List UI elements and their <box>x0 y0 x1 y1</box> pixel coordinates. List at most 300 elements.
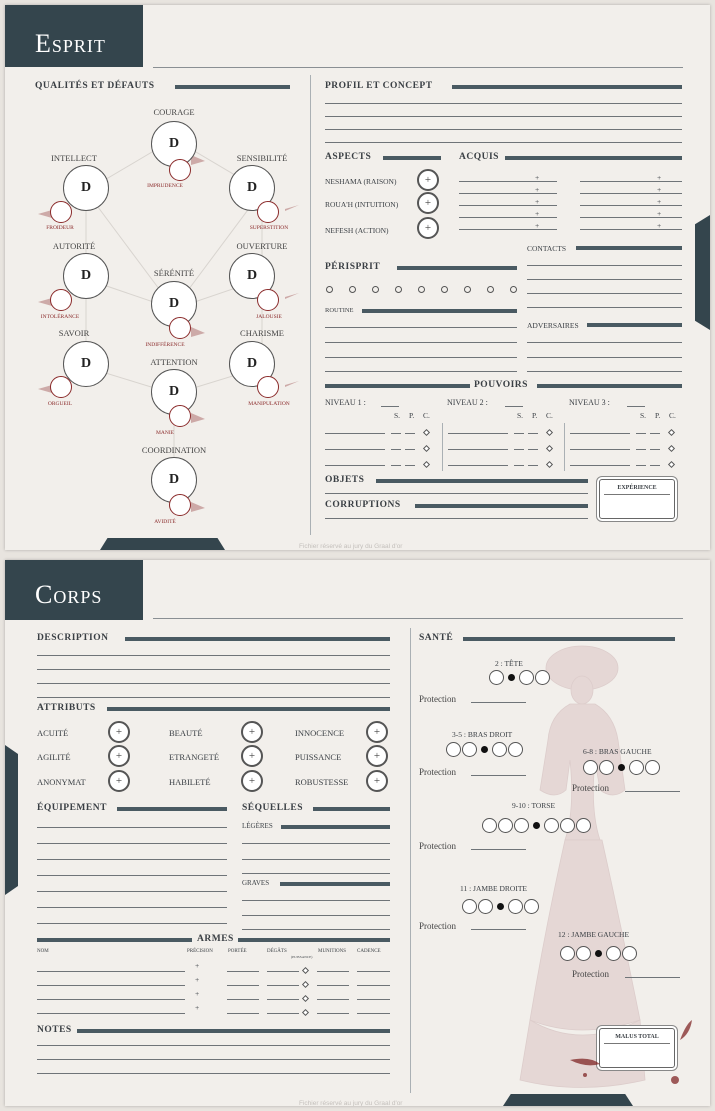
attribut-label: PUISSANCE <box>295 752 342 762</box>
contacts-line[interactable] <box>527 279 682 280</box>
pouvoir-p[interactable] <box>650 449 660 450</box>
pouvoirs-title: POUVOIRS <box>474 380 528 390</box>
armes-title: ARMES <box>197 934 234 944</box>
pouvoir-p[interactable] <box>650 465 660 466</box>
legeres-line[interactable] <box>242 843 390 844</box>
pouvoir-line[interactable] <box>570 465 630 466</box>
flaw-circle[interactable] <box>50 289 72 311</box>
col-degats: DÉGÂTS <box>267 949 287 954</box>
col-cadence: CADENCE <box>357 949 381 954</box>
node-label: COURAGE <box>153 107 195 117</box>
col-nom: NOM <box>37 949 49 954</box>
zone-label: 9-10 : TORSE <box>512 801 556 810</box>
spc-s: S. <box>640 411 647 420</box>
spc-p: P. <box>409 411 415 420</box>
aspect-plus[interactable]: + <box>417 217 439 239</box>
health-track[interactable] <box>446 742 523 757</box>
niveau-label: NIVEAU 1 : <box>325 398 366 407</box>
pouvoir-p[interactable] <box>528 465 538 466</box>
adversaires-line[interactable] <box>527 371 682 372</box>
protection-label: Protection <box>572 969 609 979</box>
plus-mark[interactable]: + <box>657 209 662 218</box>
plus-mark[interactable]: + <box>657 221 662 230</box>
node-label: CHARISME <box>240 328 284 338</box>
aspect-label: NEFESH (ACTION) <box>325 226 389 235</box>
arme-degats[interactable] <box>267 999 299 1000</box>
attribut-plus[interactable]: + <box>241 721 263 743</box>
spc-s: S. <box>517 411 524 420</box>
corps-page <box>5 560 710 1106</box>
acquis-line[interactable] <box>580 193 682 194</box>
legeres-label: LÉGÈRES <box>242 822 273 830</box>
pouvoir-c[interactable] <box>546 429 553 436</box>
niveau-label: NIVEAU 2 : <box>447 398 488 407</box>
arme-degats[interactable] <box>267 1013 299 1014</box>
node-label: AUTORITÉ <box>52 241 96 251</box>
quality-circle[interactable]: D <box>151 457 197 503</box>
flaw-label: INDIFFÉRENCE <box>145 342 185 348</box>
col-munitions: MUNITIONS <box>318 949 347 954</box>
profil-line[interactable] <box>325 129 682 130</box>
pouvoir-c[interactable] <box>423 429 430 436</box>
arme-precision[interactable]: + <box>195 989 200 998</box>
section-bar <box>313 807 390 811</box>
flaw-label: ORGUEIL <box>47 401 73 407</box>
health-track[interactable] <box>462 899 539 914</box>
arme-nom[interactable] <box>37 971 185 972</box>
protection-line[interactable] <box>625 791 680 792</box>
attribut-plus[interactable]: + <box>366 745 388 767</box>
protection-line[interactable] <box>471 929 526 930</box>
attribut-plus[interactable]: + <box>366 770 388 792</box>
section-bar <box>415 504 588 508</box>
footer-note: Fichier réservé au jury du Graal d'or <box>299 1100 403 1106</box>
pouvoir-separator <box>564 423 565 471</box>
pouvoir-line[interactable] <box>325 433 385 434</box>
sante-title: SANTÉ <box>419 633 454 643</box>
pouvoir-s[interactable] <box>391 433 401 434</box>
section-bar <box>383 156 441 160</box>
header-rule <box>153 618 683 619</box>
section-bar <box>587 323 682 327</box>
pouvoir-c[interactable] <box>668 461 675 468</box>
notes-line[interactable] <box>37 1059 390 1060</box>
arme-degats[interactable] <box>267 971 299 972</box>
quality-circle[interactable]: D <box>229 165 275 211</box>
flaw-label: INTOLÉRANCE <box>40 314 80 320</box>
adversaires-line[interactable] <box>527 342 682 343</box>
bottom-tab <box>100 538 225 550</box>
section-bar <box>125 637 390 641</box>
protection-line[interactable] <box>471 849 526 850</box>
spc-c: C. <box>669 411 676 420</box>
sequelles-title: SÉQUELLES <box>242 803 303 813</box>
attribut-label: AGILITÉ <box>37 752 71 762</box>
section-bar <box>37 938 192 942</box>
description-line[interactable] <box>37 669 390 670</box>
description-title: DESCRIPTION <box>37 633 109 643</box>
arme-puissance[interactable] <box>302 995 309 1002</box>
flaw-circle[interactable] <box>169 405 191 427</box>
attribut-plus[interactable]: + <box>108 721 130 743</box>
node-label: COORDINATION <box>141 445 207 455</box>
arme-munitions[interactable] <box>317 971 349 972</box>
arme-munitions[interactable] <box>317 985 349 986</box>
perisprit-title: PÉRISPRIT <box>325 262 381 272</box>
flaw-label: MANIE <box>155 430 175 436</box>
contacts-line[interactable] <box>527 265 682 266</box>
plus-mark[interactable]: + <box>657 173 662 182</box>
side-tab <box>5 745 18 895</box>
attribut-label: ACUITÉ <box>37 728 69 738</box>
arme-portee[interactable] <box>227 999 259 1000</box>
node-label: SAVOIR <box>58 328 90 338</box>
footer-note: Fichier réservé au jury du Graal d'or <box>299 543 403 550</box>
arme-munitions[interactable] <box>317 999 349 1000</box>
plus-mark[interactable]: + <box>535 173 540 182</box>
pouvoir-s[interactable] <box>514 433 524 434</box>
perisprit-dot[interactable] <box>418 286 425 293</box>
corruptions-title: CORRUPTIONS <box>325 500 401 510</box>
pouvoir-line[interactable] <box>570 449 630 450</box>
objets-line[interactable] <box>325 493 588 494</box>
experience-rule <box>604 494 670 495</box>
pouvoir-p[interactable] <box>405 433 415 434</box>
pouvoir-c[interactable] <box>668 445 675 452</box>
experience-box[interactable] <box>599 479 675 519</box>
perisprit-dot[interactable] <box>326 286 333 293</box>
equipement-title: ÉQUIPEMENT <box>37 803 107 813</box>
spc-c: C. <box>423 411 430 420</box>
aspect-label: ROUA'H (INTUITION) <box>325 200 399 209</box>
arme-nom[interactable] <box>37 999 185 1000</box>
arme-cadence[interactable] <box>357 999 390 1000</box>
profil-title: PROFIL ET CONCEPT <box>325 81 433 91</box>
adversaires-label: ADVERSAIRES <box>527 321 579 330</box>
contacts-label: CONTACTS <box>527 244 566 253</box>
pouvoir-s[interactable] <box>636 449 646 450</box>
flaw-circle[interactable] <box>50 376 72 398</box>
arme-cadence[interactable] <box>357 1013 390 1014</box>
arme-nom[interactable] <box>37 1013 185 1014</box>
quality-circle[interactable]: D <box>151 369 197 415</box>
arme-precision[interactable]: + <box>195 1003 200 1012</box>
routine-line[interactable] <box>325 357 517 358</box>
spc-c: C. <box>546 411 553 420</box>
side-tab <box>695 215 710 330</box>
flaw-label: SUPERSTITION <box>249 225 289 231</box>
flaw-circle[interactable] <box>257 201 279 223</box>
section-bar <box>107 707 390 711</box>
objets-title: OBJETS <box>325 475 365 485</box>
experience-label: EXPÉRIENCE <box>617 485 657 491</box>
quality-circle[interactable]: D <box>229 253 275 299</box>
aspect-plus[interactable]: + <box>417 192 439 214</box>
col-portee: PORTÉE <box>228 949 247 954</box>
qualites-title: QUALITÉS ET DÉFAUTS <box>35 81 155 91</box>
arme-puissance[interactable] <box>302 1009 309 1016</box>
niveau-value[interactable] <box>505 406 523 407</box>
section-bar <box>537 384 682 388</box>
arme-portee[interactable] <box>227 971 259 972</box>
attribut-label: HABILETÉ <box>169 777 211 787</box>
section-bar <box>280 882 390 886</box>
acquis-line[interactable] <box>580 217 682 218</box>
equipement-line[interactable] <box>37 843 227 844</box>
routine-label: ROUTINE <box>325 307 354 314</box>
pouvoir-s[interactable] <box>514 465 524 466</box>
column-divider <box>310 75 311 535</box>
attribut-label: ANONYMAT <box>37 777 86 787</box>
pouvoir-line[interactable] <box>325 465 385 466</box>
pouvoir-s[interactable] <box>636 433 646 434</box>
quality-circle[interactable]: D <box>151 281 197 327</box>
node-label: SENSIBILITÉ <box>236 153 288 163</box>
pouvoir-p[interactable] <box>528 449 538 450</box>
col-precision: PRÉCISION <box>187 949 213 954</box>
pouvoir-p[interactable] <box>650 433 660 434</box>
section-bar <box>117 807 227 811</box>
perisprit-dot[interactable] <box>349 286 356 293</box>
flaw-label: FROIDEUR <box>46 225 74 231</box>
flaw-label: MANIPULATION <box>248 401 290 407</box>
plus-mark[interactable]: + <box>535 221 540 230</box>
acquis-line[interactable] <box>580 229 682 230</box>
perisprit-dot[interactable] <box>487 286 494 293</box>
quality-circle[interactable]: D <box>63 165 109 211</box>
acquis-title: ACQUIS <box>459 152 499 162</box>
column-divider <box>410 628 411 1093</box>
graves-line[interactable] <box>242 929 390 930</box>
corps-title: Corps <box>5 560 143 620</box>
pouvoir-line[interactable] <box>325 449 385 450</box>
quality-circle[interactable]: D <box>151 121 197 167</box>
pouvoir-c[interactable] <box>546 445 553 452</box>
legeres-line[interactable] <box>242 859 390 860</box>
routine-line[interactable] <box>325 342 517 343</box>
protection-label: Protection <box>419 921 456 931</box>
plus-mark[interactable]: + <box>535 185 540 194</box>
node-label: INTELLECT <box>51 153 97 163</box>
arme-portee[interactable] <box>227 1013 259 1014</box>
protection-line[interactable] <box>471 702 526 703</box>
quality-circle[interactable]: D <box>63 253 109 299</box>
contacts-line[interactable] <box>527 307 682 308</box>
section-bar <box>576 246 682 250</box>
acquis-line[interactable] <box>459 181 557 182</box>
flaw-label: AVIDITÉ <box>154 519 176 525</box>
node-label: ATTENTION <box>150 357 198 367</box>
zone-label: 11 : JAMBE DROITE <box>460 884 528 893</box>
corruptions-line[interactable] <box>325 518 588 519</box>
aspect-label: NESHAMA (RAISON) <box>325 177 397 186</box>
bottom-tab <box>503 1094 633 1106</box>
acquis-line[interactable] <box>580 181 682 182</box>
flaw-circle[interactable] <box>50 201 72 223</box>
esprit-title: Esprit <box>5 5 143 67</box>
pouvoir-s[interactable] <box>391 465 401 466</box>
section-bar <box>376 479 588 483</box>
health-track[interactable] <box>482 818 591 833</box>
notes-line[interactable] <box>37 1073 390 1074</box>
attributs-title: ATTRIBUTS <box>37 703 96 713</box>
pouvoir-p[interactable] <box>405 465 415 466</box>
pouvoir-c[interactable] <box>423 445 430 452</box>
attribut-label: BEAUTÉ <box>169 728 203 738</box>
pouvoir-p[interactable] <box>528 433 538 434</box>
perisprit-dot[interactable] <box>395 286 402 293</box>
malus-label: MALUS TOTAL <box>615 1034 659 1040</box>
adversaires-line[interactable] <box>527 357 682 358</box>
protection-label: Protection <box>572 783 609 793</box>
quality-circle[interactable]: D <box>229 341 275 387</box>
ink-splatter <box>565 1010 705 1100</box>
zone-label: 3-5 : BRAS DROIT <box>452 730 513 739</box>
node-label: SÉRÉNITÉ <box>153 268 195 278</box>
pouvoir-p[interactable] <box>405 449 415 450</box>
flaw-label: IMPRUDENCE <box>147 183 183 189</box>
zone-label: 2 : TÊTE <box>495 659 523 668</box>
pouvoir-c[interactable] <box>546 461 553 468</box>
notes-line[interactable] <box>37 1045 390 1046</box>
flaw-circle[interactable] <box>169 317 191 339</box>
pouvoir-c[interactable] <box>668 429 675 436</box>
zone-label: 12 : JAMBE GAUCHE <box>558 930 630 939</box>
plus-mark[interactable]: + <box>657 185 662 194</box>
section-bar <box>505 156 682 160</box>
arme-degats[interactable] <box>267 985 299 986</box>
pouvoir-line[interactable] <box>448 449 508 450</box>
spc-p: P. <box>532 411 538 420</box>
graves-label: GRAVES <box>242 879 270 887</box>
arme-precision[interactable]: + <box>195 975 200 984</box>
pouvoir-line[interactable] <box>448 465 508 466</box>
flaw-circle[interactable] <box>169 159 191 181</box>
section-bar <box>238 938 390 942</box>
pouvoir-line[interactable] <box>448 433 508 434</box>
perisprit-dot[interactable] <box>510 286 517 293</box>
graves-line[interactable] <box>242 915 390 916</box>
arme-precision[interactable]: + <box>195 961 200 970</box>
flaw-label: JALOUSIE <box>256 314 282 320</box>
acquis-line[interactable] <box>459 229 557 230</box>
arme-puissance[interactable] <box>302 967 309 974</box>
notes-title: NOTES <box>37 1025 72 1035</box>
equipement-line[interactable] <box>37 891 227 892</box>
arme-nom[interactable] <box>37 985 185 986</box>
plus-mark[interactable]: + <box>535 197 540 206</box>
section-bar <box>281 825 390 829</box>
routine-line[interactable] <box>325 371 517 372</box>
plus-mark[interactable]: + <box>657 197 662 206</box>
profil-line[interactable] <box>325 116 682 117</box>
arme-cadence[interactable] <box>357 971 390 972</box>
pouvoir-s[interactable] <box>514 449 524 450</box>
equipement-line[interactable] <box>37 923 227 924</box>
flaw-circle[interactable] <box>257 376 279 398</box>
quality-circle[interactable]: D <box>63 341 109 387</box>
attribut-label: ETRANGETÉ <box>169 752 220 762</box>
attribut-plus[interactable]: + <box>108 770 130 792</box>
acquis-line[interactable] <box>580 205 682 206</box>
health-track[interactable] <box>560 946 637 961</box>
aspects-title: ASPECTS <box>325 152 372 162</box>
niveau-value[interactable] <box>627 406 645 407</box>
pouvoir-line[interactable] <box>570 433 630 434</box>
flaw-circle[interactable] <box>169 494 191 516</box>
plus-mark[interactable]: + <box>535 209 540 218</box>
perisprit-dot[interactable] <box>464 286 471 293</box>
section-bar <box>452 85 682 89</box>
attribut-plus[interactable]: + <box>241 745 263 767</box>
profil-line[interactable] <box>325 103 682 104</box>
niveau-label: NIVEAU 3 : <box>569 398 610 407</box>
pouvoir-s[interactable] <box>391 449 401 450</box>
attribut-label: INNOCENCE <box>295 728 345 738</box>
description-line[interactable] <box>37 655 390 656</box>
section-bar <box>463 637 675 641</box>
protection-label: Protection <box>419 694 456 704</box>
equipement-line[interactable] <box>37 875 227 876</box>
arme-cadence[interactable] <box>357 985 390 986</box>
protection-line[interactable] <box>471 775 526 776</box>
aspect-plus[interactable]: + <box>417 169 439 191</box>
perisprit-dot[interactable] <box>441 286 448 293</box>
graves-line[interactable] <box>242 900 390 901</box>
perisprit-dot[interactable] <box>372 286 379 293</box>
esprit-page <box>5 5 710 550</box>
pouvoir-c[interactable] <box>423 461 430 468</box>
description-line[interactable] <box>37 683 390 684</box>
flaw-circle[interactable] <box>257 289 279 311</box>
pouvoir-separator <box>442 423 443 471</box>
spc-p: P. <box>655 411 661 420</box>
attribut-plus[interactable]: + <box>241 770 263 792</box>
attribut-plus[interactable]: + <box>366 721 388 743</box>
routine-line[interactable] <box>325 327 517 328</box>
profil-line[interactable] <box>325 142 682 143</box>
pouvoir-s[interactable] <box>636 465 646 466</box>
node-label: OUVERTURE <box>236 241 288 251</box>
acquis-line[interactable] <box>459 193 557 194</box>
acquis-line[interactable] <box>459 205 557 206</box>
col-degats-sub: (PUISSANCE) <box>291 955 313 959</box>
section-bar <box>397 266 517 270</box>
health-track[interactable] <box>489 670 550 685</box>
health-track[interactable] <box>583 760 660 775</box>
arme-munitions[interactable] <box>317 1013 349 1014</box>
equipement-line[interactable] <box>37 859 227 860</box>
arme-puissance[interactable] <box>302 981 309 988</box>
attribut-label: ROBUSTESSE <box>295 777 349 787</box>
legeres-line[interactable] <box>242 873 390 874</box>
equipement-line[interactable] <box>37 827 227 828</box>
description-line[interactable] <box>37 697 390 698</box>
protection-line[interactable] <box>625 977 680 978</box>
equipement-line[interactable] <box>37 907 227 908</box>
attribut-plus[interactable]: + <box>108 745 130 767</box>
section-bar <box>362 309 517 313</box>
section-bar <box>77 1029 390 1033</box>
arme-portee[interactable] <box>227 985 259 986</box>
section-bar <box>325 384 470 388</box>
protection-label: Protection <box>419 767 456 777</box>
contacts-line[interactable] <box>527 293 682 294</box>
niveau-value[interactable] <box>381 406 399 407</box>
acquis-line[interactable] <box>459 217 557 218</box>
protection-label: Protection <box>419 841 456 851</box>
zone-label: 6-8 : BRAS GAUCHE <box>583 747 652 756</box>
